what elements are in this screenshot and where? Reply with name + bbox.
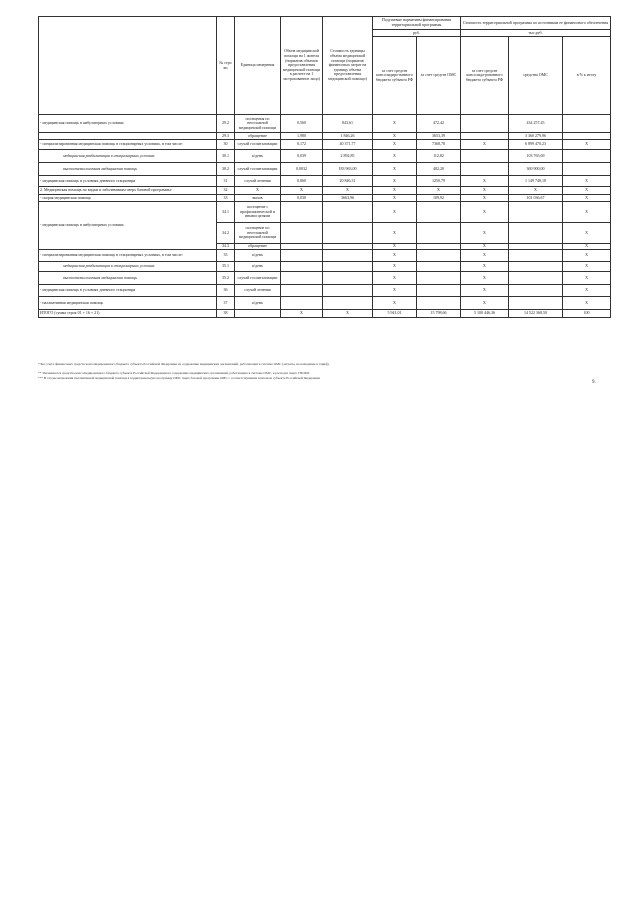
row-tc-budget: 5 100 446,36: [461, 310, 509, 318]
row-tc-pct: [563, 115, 611, 133]
header-tc-oms: средства ОМС: [509, 37, 563, 115]
row-tc-pct: Х: [563, 195, 611, 202]
row-volume: [281, 250, 323, 262]
row-pc-oms: 1250,79: [417, 176, 461, 187]
footnote-1: * Без учета финансовых средств консолидированного бюджета субъекта Российской Федерации на содержание медицинских организаций, работающих в системе ОМС (затраты, не вошедшие в тариф).: [38, 362, 330, 366]
row-unit: случай лечения: [235, 285, 281, 297]
row-volume: 0,0032: [281, 163, 323, 176]
row-tc-pct: Х: [563, 285, 611, 297]
row-cost: Х: [323, 187, 373, 195]
row-line-no: 36: [217, 285, 235, 297]
row-volume: 0,060: [281, 176, 323, 187]
row-tc-oms: [509, 285, 563, 297]
row-tc-oms: 369 900,00: [509, 163, 563, 176]
row-unit: посещения по неотложной медицинской помощи: [235, 115, 281, 133]
row-name: высокотехнологичная медицинская помощь: [39, 272, 217, 285]
row-line-no: 29.3: [217, 133, 235, 140]
row-tc-oms: [509, 202, 563, 223]
row-tc-oms: [509, 272, 563, 285]
row-pc-oms: 112,82: [417, 150, 461, 163]
row-tc-budget: Х: [461, 195, 509, 202]
table-row: [39, 262, 611, 272]
row-pc-budget: Х: [373, 244, 417, 250]
row-tc-oms: Х: [509, 187, 563, 195]
row-pc-oms: [417, 297, 461, 310]
table-row: [39, 163, 611, 176]
row-name: высокотехнологичная медицинская помощь: [39, 163, 217, 176]
row-tc-budget: Х: [461, 223, 509, 244]
financing-table: [38, 16, 611, 318]
row-tc-oms: 1 149 748,18: [509, 176, 563, 187]
header-cost: Стоимость единицы объема медицинской помощи (норматив финансовых затрат на единицу объема предоставления медицинской помощи): [323, 17, 373, 115]
row-name: 2. Медицинская помощь по видам и заболеваниям сверх базовой программы:: [39, 187, 217, 195]
table-row: [39, 297, 611, 310]
row-line-no: 37: [217, 297, 235, 310]
row-line-no: 35.1: [217, 262, 235, 272]
row-pc-budget: Х: [373, 187, 417, 195]
row-tc-oms: 103 765,69: [509, 150, 563, 163]
row-tc-oms: [509, 297, 563, 310]
row-pc-budget: Х: [373, 133, 417, 140]
row-pc-budget: Х: [373, 163, 417, 176]
row-pc-oms: 472,42: [417, 115, 461, 133]
row-line-no: 29.2: [217, 115, 235, 133]
row-pc-oms: 7368,78: [417, 140, 461, 150]
row-tc-pct: Х: [563, 297, 611, 310]
row-cost: 3663,96: [323, 195, 373, 202]
row-volume: [281, 285, 323, 297]
row-cost: 40 371,77: [323, 140, 373, 150]
row-unit: случай госпитализации: [235, 272, 281, 285]
row-unit: обращение: [235, 133, 281, 140]
row-cost: 183 963,00: [323, 163, 373, 176]
row-tc-budget: [461, 133, 509, 140]
row-tc-oms: [509, 262, 563, 272]
row-name: - скорая медицинская помощь: [39, 195, 217, 202]
row-tc-pct: [563, 163, 611, 176]
row-pc-budget: 5 941,01: [373, 310, 417, 318]
row-tc-pct: Х: [563, 262, 611, 272]
row-cost: [323, 285, 373, 297]
row-cost: [323, 223, 373, 244]
row-tc-budget: Х: [461, 285, 509, 297]
row-line-no: 38: [217, 310, 235, 318]
row-name: - медицинская помощь в условиях дневного стационара: [39, 176, 217, 187]
row-tc-oms: 101 036,67: [509, 195, 563, 202]
row-pc-budget: Х: [373, 115, 417, 133]
row-tc-budget: Х: [461, 202, 509, 223]
row-line-no: 32: [217, 187, 235, 195]
row-tc-pct: Х: [563, 176, 611, 187]
row-volume: [281, 272, 323, 285]
row-tc-oms: 434 257,45: [509, 115, 563, 133]
row-tc-budget: Х: [461, 250, 509, 262]
row-cost: [323, 250, 373, 262]
row-tc-budget: Х: [461, 297, 509, 310]
row-name: медицинская реабилитация в стационарных условиях: [39, 262, 217, 272]
row-line-no: 31: [217, 176, 235, 187]
row-cost: 843,61: [323, 115, 373, 133]
row-volume: 0,560: [281, 115, 323, 133]
row-line-no: 34.3: [217, 244, 235, 250]
row-name: - паллиативная медицинская помощь: [39, 297, 217, 310]
row-tc-oms: 6 899 470,23: [509, 140, 563, 150]
row-volume: 1,980: [281, 133, 323, 140]
row-tc-budget: Х: [461, 187, 509, 195]
row-pc-oms: 3653,39: [417, 133, 461, 140]
row-tc-pct: Х: [563, 244, 611, 250]
row-pc-oms: [417, 250, 461, 262]
table-row: [39, 195, 611, 202]
row-volume: [281, 262, 323, 272]
header-line-no: № стро ки: [217, 17, 235, 115]
row-tc-pct: Х: [563, 140, 611, 150]
footnote-3: *** В случае включения паллиативной медицинской помощи в территориальную программу ОМС сверх базовой программы ОМС с соответствующим платежом субъекта Российской Федерации: [38, 376, 320, 380]
row-unit: к/день: [235, 250, 281, 262]
table-row: [39, 285, 611, 297]
row-tc-pct: Х: [563, 187, 611, 195]
row-tc-budget: [461, 115, 509, 133]
row-pc-oms: [417, 223, 461, 244]
row-tc-budget: Х: [461, 262, 509, 272]
table-row: [39, 202, 611, 223]
row-pc-budget: Х: [373, 262, 417, 272]
row-pc-oms: 15 798,66: [417, 310, 461, 318]
row-tc-pct: Х: [563, 272, 611, 285]
row-cost: Х: [323, 310, 373, 318]
row-line-no: 35.2: [217, 272, 235, 285]
table-row: [39, 140, 611, 150]
row-tc-budget: [461, 150, 509, 163]
row-cost: 2 892,85: [323, 150, 373, 163]
row-pc-budget: Х: [373, 285, 417, 297]
row-name: медицинская реабилитация в стационарных условиях: [39, 150, 217, 163]
row-tc-pct: Х: [563, 223, 611, 244]
row-name: ИТОГО (сумма строк 01 + 16 + 21): [39, 310, 217, 318]
table-row: [39, 176, 611, 187]
table-row: [39, 310, 611, 318]
row-line-no: 30.1: [217, 150, 235, 163]
row-volume: [281, 297, 323, 310]
row-pc-oms: [417, 285, 461, 297]
header-volume: Объем медицинской помощи на 1 жителя (норматив объемов предоставления медицинской помощи в расчете на 1 застрахованное лицо): [281, 17, 323, 115]
header-name: [39, 17, 217, 115]
header-cost-group: Стоимость территориальной программы по источникам ее финансового обеспечения: [461, 17, 611, 30]
row-tc-pct: [563, 150, 611, 163]
row-volume: 0,039: [281, 150, 323, 163]
row-line-no: 34.1: [217, 202, 235, 223]
table-row: [39, 187, 611, 195]
page-marker: 9.: [592, 380, 596, 385]
row-unit: к/день: [235, 262, 281, 272]
row-name: [39, 133, 217, 140]
row-volume: 0,030: [281, 195, 323, 202]
table-row: [39, 133, 611, 140]
row-cost: [323, 297, 373, 310]
row-tc-budget: Х: [461, 272, 509, 285]
row-pc-budget: Х: [373, 195, 417, 202]
header-tc-pct: в % к итогу: [563, 37, 611, 115]
row-unit: к/день: [235, 297, 281, 310]
row-unit: обращение: [235, 244, 281, 250]
row-pc-budget: Х: [373, 176, 417, 187]
header-unit: Единица измерения: [235, 17, 281, 115]
row-volume: Х: [281, 310, 323, 318]
row-unit: случай госпитализации: [235, 163, 281, 176]
row-tc-pct: Х: [563, 202, 611, 223]
table-row: [39, 115, 611, 133]
row-pc-oms: [417, 202, 461, 223]
row-line-no: 35: [217, 250, 235, 262]
header-pc-oms: за счет средств ОМС: [417, 37, 461, 115]
row-line-no: 33: [217, 195, 235, 202]
row-cost: 20 846,31: [323, 176, 373, 187]
row-tc-pct: Х: [563, 250, 611, 262]
table-body: [39, 115, 611, 318]
row-tc-budget: Х: [461, 140, 509, 150]
row-unit: случай госпитализации: [235, 140, 281, 150]
row-cost: [323, 262, 373, 272]
header-rub: руб.: [373, 30, 461, 37]
row-volume: 0,172: [281, 140, 323, 150]
row-volume: [281, 223, 323, 244]
row-name: - медицинская помощь в условиях дневного стационара: [39, 285, 217, 297]
row-pc-oms: [417, 272, 461, 285]
row-cost: [323, 272, 373, 285]
header-pc-budget: за счет средств консолидиро-ванного бюджета субъекта РФ: [373, 37, 417, 115]
table-row: [39, 272, 611, 285]
row-unit: Х: [235, 187, 281, 195]
row-pc-budget: Х: [373, 202, 417, 223]
row-pc-oms: [417, 262, 461, 272]
row-name: - специализированная медицинская помощь в стационарных условиях, в том числе:: [39, 250, 217, 262]
row-pc-oms: 402,20: [417, 163, 461, 176]
row-unit: посещение по неотложной медицинской помощи: [235, 223, 281, 244]
row-pc-budget: Х: [373, 150, 417, 163]
row-line-no: 30: [217, 140, 235, 150]
row-tc-budget: Х: [461, 244, 509, 250]
row-unit: вызов: [235, 195, 281, 202]
row-tc-oms: 3 360 279,96: [509, 133, 563, 140]
row-name: - медицинская помощь в амбулаторных условиях: [39, 202, 217, 250]
row-tc-oms: [509, 223, 563, 244]
row-unit: [235, 310, 281, 318]
table-row: [39, 250, 611, 262]
row-pc-oms: 109,92: [417, 195, 461, 202]
row-unit: случай лечения: [235, 176, 281, 187]
footnote-2: ** Указываются средства консолидированного бюджета субъекта Российской Федерации на содержание медицинских организаций, работающих в системе ОМС, в расходах сверх ТПОМС: [38, 371, 310, 375]
row-tc-budget: [461, 163, 509, 176]
header-per-capita-group: Подушевые нормативы финансирования территориальной программы: [373, 17, 461, 30]
row-name: - специализированная медицинская помощь в стационарных условиях, в том числе:: [39, 140, 217, 150]
row-cost: [323, 202, 373, 223]
row-cost: 1 846,26: [323, 133, 373, 140]
row-pc-oms: Х: [417, 187, 461, 195]
row-line-no: 30.2: [217, 163, 235, 176]
row-tc-pct: [563, 133, 611, 140]
header-tc-budget: за счет средств консолида-рованного бюджета субъекта РФ: [461, 37, 509, 115]
row-volume: Х: [281, 187, 323, 195]
row-pc-budget: Х: [373, 140, 417, 150]
row-pc-budget: Х: [373, 272, 417, 285]
row-unit: посещение с профилактической и иными целями: [235, 202, 281, 223]
row-pc-budget: Х: [373, 250, 417, 262]
header-thousand-rub: тыс.руб.: [461, 30, 611, 37]
row-unit: к/день: [235, 150, 281, 163]
row-pc-budget: Х: [373, 223, 417, 244]
row-tc-oms: 14 522 368,50: [509, 310, 563, 318]
row-tc-oms: [509, 250, 563, 262]
row-tc-pct: 100: [563, 310, 611, 318]
row-tc-budget: Х: [461, 176, 509, 187]
row-pc-budget: Х: [373, 297, 417, 310]
row-name: - медицинская помощь в амбулаторных условиях: [39, 115, 217, 133]
table-row: [39, 150, 611, 163]
row-line-no: 34.2: [217, 223, 235, 244]
row-volume: [281, 202, 323, 223]
